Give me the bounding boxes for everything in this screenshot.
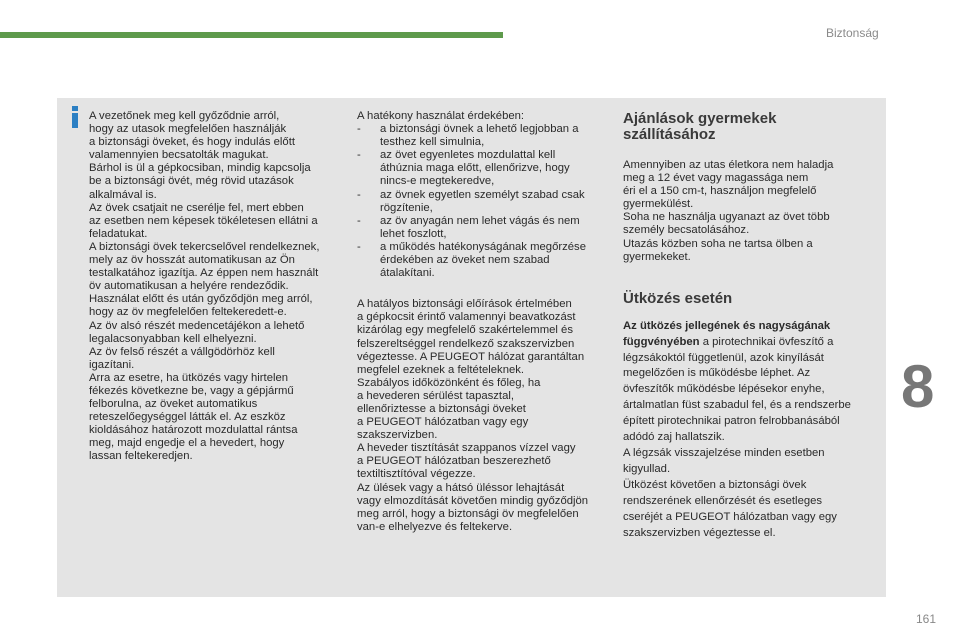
text-line: A biztonsági övek tekercselővel rendelkeznek, <box>89 240 320 253</box>
text-line: az övet egyenletes mozdulattal kell <box>380 149 556 162</box>
text-line: Arra az esetre, ha ütközés vagy hirtelen <box>89 371 289 384</box>
chapter-number: 8 <box>901 353 935 420</box>
text-line: A hatályos biztonsági előírások értelmében <box>357 298 572 311</box>
list-item <box>357 189 612 215</box>
children-transport-heading <box>623 111 879 143</box>
text-line: átalakítani. <box>380 267 435 280</box>
text-line: légzsákoktól függetlenül, azok kinyílását <box>623 351 824 364</box>
text-line: rendszerének ellenőrzését és esetleges <box>623 494 823 507</box>
text-line: A vezetőnek meg kell győződnie arról, <box>89 110 280 122</box>
text-line: személy becsatolásához. <box>623 224 750 237</box>
text-line: Az övek csatjait ne cserélje fel, mert ebben <box>89 201 304 214</box>
seatbelt-instructions-text <box>89 110 351 464</box>
text-line: övfeszítők működésbe lépésekor enyhe, <box>623 383 825 396</box>
collision-heading: Ütközés esetén <box>623 289 733 307</box>
text-line: Ütközést követően a biztonsági övek <box>623 478 807 491</box>
text-line: ellenőriztesse a biztonsági öveket <box>357 402 526 415</box>
text-line: igazítani. <box>89 358 135 371</box>
collision-rest-lines <box>623 352 851 539</box>
text-line: hogy az utasok megfelelően használják <box>89 123 287 136</box>
section-title: Biztonság <box>826 26 879 40</box>
text-line: Soha ne használja ugyanazt az övet több <box>623 211 830 224</box>
text-line: textiltisztítóval végezze. <box>357 468 476 481</box>
text-line: gyermekülést. <box>623 198 694 211</box>
text-line: lehet foszlott, <box>380 227 447 240</box>
accent-bar <box>0 32 503 38</box>
text-line: végeztesse. A PEUGEOT hálózat garantáltan <box>357 350 585 363</box>
children-heading-line1: Ajánlások gyermekek <box>623 110 777 127</box>
text-line: Az ülések vagy a hátsó üléssor lehajtását <box>357 481 565 494</box>
text-line: vagy elmozdítását követően mindig győződjön <box>357 494 589 507</box>
text-line: van-e elhelyezve és feltekerve. <box>357 520 513 533</box>
text-line: Bárhol is ül a gépkocsiban, mindig kapcsolja <box>89 162 311 175</box>
text-line: éri el a 150 cm-t, használjon megfelelő <box>623 185 817 198</box>
text-line: a PEUGEOT hálózatban vagy egy <box>357 416 529 429</box>
text-line: szakszervizben végeztesse el. <box>623 526 776 539</box>
effective-use-intro: A hatékony használat érdekében: <box>357 110 525 122</box>
list-item <box>357 123 612 149</box>
text-line: feladatukat. <box>89 227 148 240</box>
children-transport-text <box>623 159 879 264</box>
text-line: Az öv alsó részét medencetájékon a lehető <box>89 319 305 332</box>
text-line: kioldásához határozott mozdulattal rántsa <box>89 424 298 437</box>
text-line: megelőzően is működésbe léphet. Az <box>623 367 811 380</box>
text-line: meg arról, hogy a biztonsági öv megfelelően <box>357 507 579 520</box>
text-line: a PEUGEOT hálózatban beszerezhető <box>357 455 551 468</box>
text-line: szakszervizben. <box>357 429 438 442</box>
text-line: A heveder tisztítását szappanos vízzel vagy <box>357 442 576 455</box>
text-line: testhez kell simulnia, <box>380 136 485 149</box>
text-line: adódó zaj hallatszik. <box>623 431 725 444</box>
text-line: felszereltséggel rendelkező szakszervizben <box>357 337 575 350</box>
seatbelt-instructions-column <box>89 110 351 464</box>
text-line: reteszelőegységgel látták el. Az eszköz <box>89 411 286 424</box>
text-line: a biztonsági övnek a lehető legjobban a <box>380 123 579 136</box>
text-line: az esetben nem képesek tökéletesen ellátni a <box>89 214 318 227</box>
text-line: ártalmatlan füst szabadul fel, és a rendszerbe <box>623 399 851 412</box>
page-number: 161 <box>916 612 937 626</box>
text-line: meg, majd engedje el a hevedert, hogy <box>89 437 285 450</box>
collision-text <box>623 319 879 542</box>
maintenance-paragraph <box>357 298 612 534</box>
text-line: alkalmával is. <box>89 188 157 201</box>
collision-bold-part: függvényében <box>623 335 700 348</box>
text-line: be a biztonsági övét, még rövid utazások <box>89 175 294 188</box>
text-line: felborulna, az öveket automatikus <box>89 398 258 411</box>
text-line: rögzítenie, <box>380 201 433 214</box>
list-item <box>357 241 612 280</box>
text-line: nincs-e megtekeredve, <box>380 175 495 188</box>
text-line: A légzsák visszajelzése minden esetben <box>623 447 825 459</box>
text-line: lassan feltekeredjen. <box>89 450 193 463</box>
effective-use-list <box>357 123 612 280</box>
collision-bold-line1: Az ütközés jellegének és nagyságának <box>623 319 831 332</box>
text-line: az övnek egyetlen személyt szabad csak <box>380 188 585 201</box>
text-line: Utazás közben soha ne tartsa ölben a <box>623 237 813 250</box>
text-line: megfelel ezeknek a feltételeknek. <box>357 363 525 376</box>
text-line: valamennyien becsatolták magukat. <box>89 149 269 162</box>
list-item <box>357 215 612 241</box>
text-line: az öv anyagán nem lehet vágás és nem <box>380 214 580 227</box>
info-icon <box>67 106 83 128</box>
text-line: mely az öv hosszát automatikusan az Ön <box>89 254 295 267</box>
text-line: érdekében az öveket nem szabad <box>380 254 550 267</box>
text-line: kizárólag egy megfelelő szakértelemmel és <box>357 324 573 337</box>
text-line: Szabályos időközönként és főleg, ha <box>357 376 541 389</box>
text-line: öv automatikusan a helyére rendeződik. <box>89 280 289 293</box>
effective-use-column <box>357 110 612 534</box>
collision-rest-first: a pirotechnikai övfeszítő a <box>699 335 834 348</box>
text-line: Az öv felső részét a vállgödörhöz kell <box>89 345 275 358</box>
text-line: testalkatához igazítja. Az éppen nem használt <box>89 267 319 280</box>
text-line: cseréjét a PEUGEOT hálózatban vagy egy <box>623 510 837 523</box>
text-line: épített pirotechnikai patron felrobbanásából <box>623 415 840 428</box>
text-line: a hevederen sérülést tapasztal, <box>357 389 514 402</box>
text-line: gyermekeket. <box>623 250 691 263</box>
children-and-collision-column <box>623 111 879 541</box>
text-line: a működés hatékonyságának megőrzése <box>380 240 586 253</box>
list-item <box>357 149 612 188</box>
text-line: legalacsonyabban kell elhelyezni. <box>89 332 257 345</box>
text-line: a biztonsági öveket, és hogy indulás előtt <box>89 136 295 149</box>
children-heading-line2: szállításához <box>623 126 716 143</box>
text-line: Amennyiben az utas életkora nem haladja <box>623 159 834 171</box>
text-line: Használat előtt és után győződjön meg arról, <box>89 293 313 306</box>
text-line: a gépkocsit érintő valamennyi beavatkozást <box>357 311 576 324</box>
text-line: meg a 12 évet vagy magassága nem <box>623 172 809 185</box>
text-line: kigyullad. <box>623 462 671 475</box>
text-line: hogy az öv megfelelően feltekeredett-e. <box>89 306 287 319</box>
text-line: áthúznia maga előtt, ellenőrizve, hogy <box>380 162 570 175</box>
text-line: fékezés következne be, vagy a gépjármű <box>89 384 294 397</box>
